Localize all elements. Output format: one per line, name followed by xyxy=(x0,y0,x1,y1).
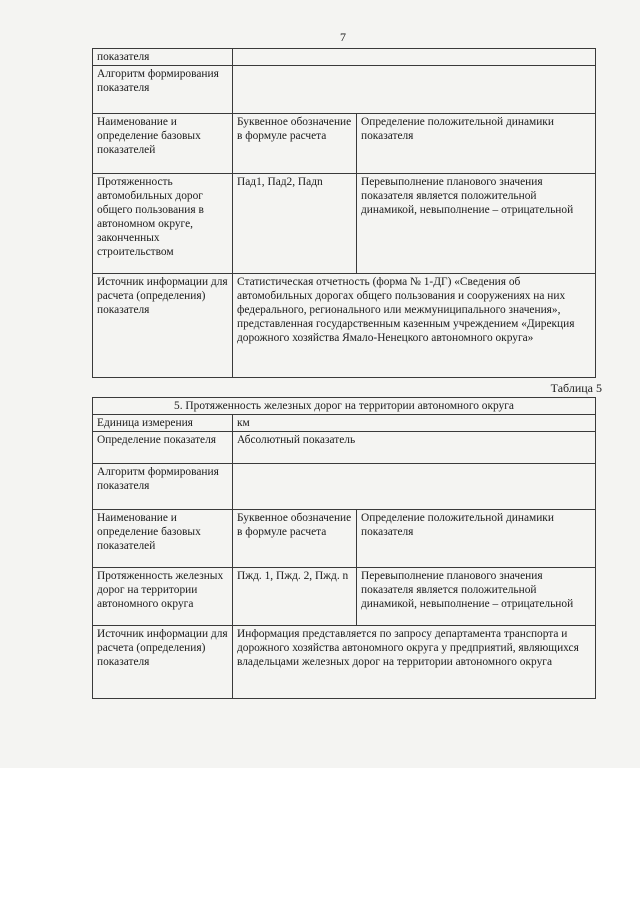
table-row xyxy=(93,510,596,568)
row-value xyxy=(233,464,596,510)
row-value: Перевыполнение планового значения показателя является положительной динамикой, невыполнение – отрицательной xyxy=(357,568,596,626)
table-row xyxy=(93,626,596,699)
row-label: Источник информации для расчета (определения) показателя xyxy=(93,626,233,699)
indicator-table-4 xyxy=(92,48,596,378)
row-value: Информация представляется по запросу департамента транспорта и дорожного хозяйства автономного округа у предприятий, являющихся владельцами железных дорог на территории автономного округа xyxy=(233,626,596,699)
row-label: Источник информации для расчета (определения) показателя xyxy=(93,274,233,378)
row-label: Алгоритм формирования показателя xyxy=(93,66,233,114)
table-caption: Таблица 5 xyxy=(550,381,602,395)
table-title: 5. Протяженность железных дорог на территории автономного округа xyxy=(93,398,596,415)
table-row xyxy=(93,49,596,66)
table-row xyxy=(93,568,596,626)
row-label: Алгоритм формирования показателя xyxy=(93,464,233,510)
row-value xyxy=(233,49,596,66)
table-row xyxy=(93,432,596,464)
row-value: Пжд. 1, Пжд. 2, Пжд. n xyxy=(233,568,357,626)
row-value: Перевыполнение планового значения показателя является положительной динамикой, невыполнение – отрицательной xyxy=(357,174,596,274)
row-value: Буквенное обозначение в формуле расчета xyxy=(233,510,357,568)
table-row xyxy=(93,274,596,378)
row-value: Определение положительной динамики показателя xyxy=(357,114,596,174)
table-title-row xyxy=(93,398,596,415)
row-value xyxy=(233,66,596,114)
row-value: Пад1, Пад2, Падn xyxy=(233,174,357,274)
row-label: Определение показателя xyxy=(93,432,233,464)
indicator-table-5 xyxy=(92,397,596,699)
row-value: Определение положительной динамики показателя xyxy=(357,510,596,568)
row-value: км xyxy=(233,415,596,432)
row-label: Единица измерения xyxy=(93,415,233,432)
row-label: Наименование и определение базовых показателей xyxy=(93,510,233,568)
row-label: показателя xyxy=(93,49,233,66)
table-row xyxy=(93,114,596,174)
row-label: Наименование и определение базовых показателей xyxy=(93,114,233,174)
row-value: Статистическая отчетность (форма № 1-ДГ) «Сведения об автомобильных дорогах общего пользования и сооружениях на них федерального, регионального или межмуниципального значения», представленная государственным казенным учреждением «Дирекция дорожного хозяйства Ямало-Ненецкого автономного округа» xyxy=(233,274,596,378)
table-row xyxy=(93,464,596,510)
table-row xyxy=(93,174,596,274)
row-value: Буквенное обозначение в формуле расчета xyxy=(233,114,357,174)
table-row xyxy=(93,415,596,432)
row-label: Протяженность железных дорог на территории автономного округа xyxy=(93,568,233,626)
row-label: Протяженность автомобильных дорог общего пользования в автономном округе, законченных строительством xyxy=(93,174,233,274)
page-number: 7 xyxy=(340,30,346,44)
row-value: Абсолютный показатель xyxy=(233,432,596,464)
table-row xyxy=(93,66,596,114)
